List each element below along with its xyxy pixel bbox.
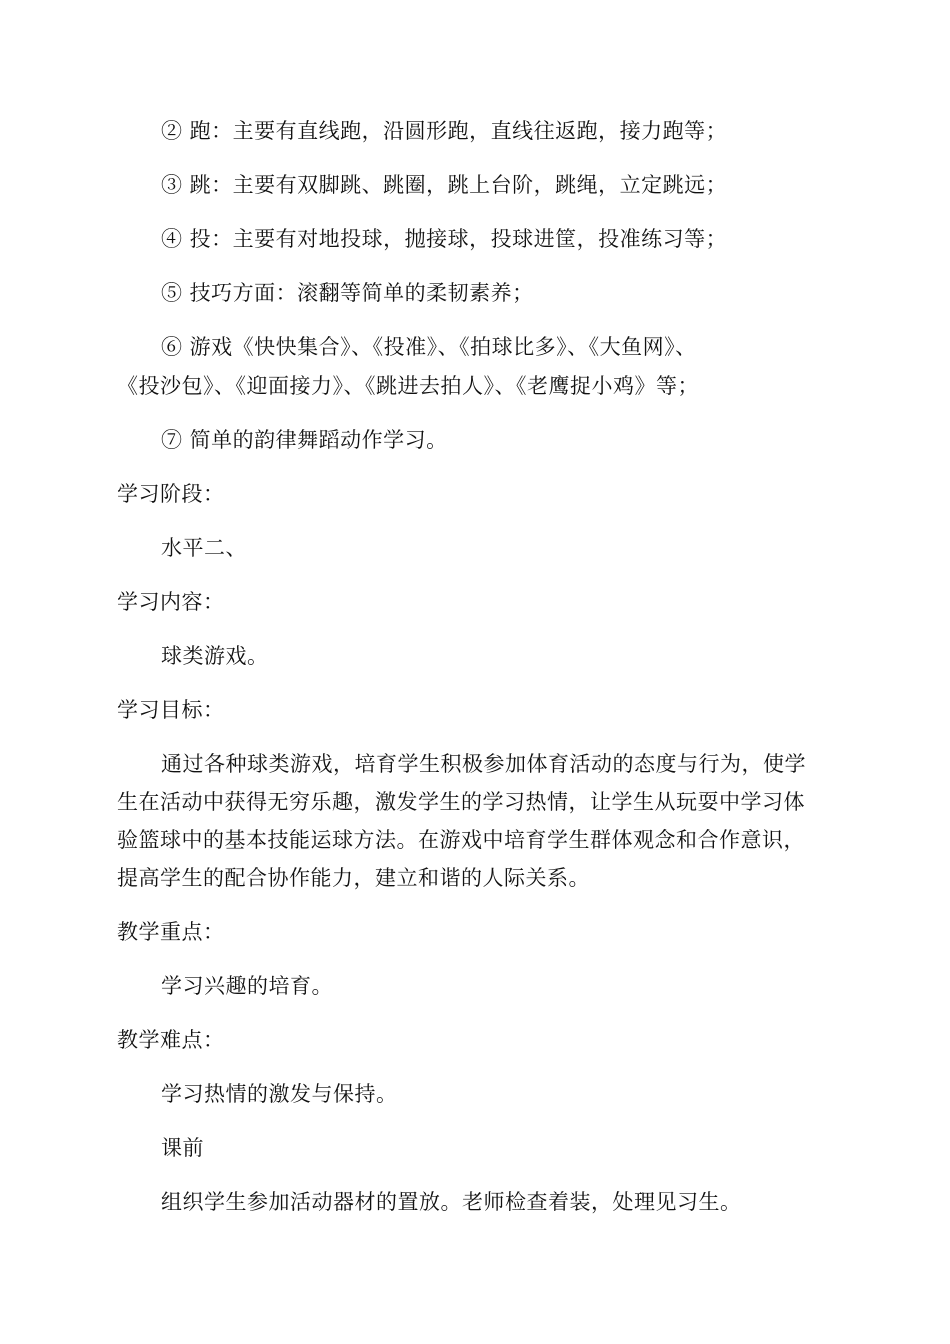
goal-text-line4: 提高学生的配合协作能力，建立和谐的人际关系。 xyxy=(117,866,590,890)
list-item-jump: ③ 跳：主要有双脚跳、跳圈，跳上台阶，跳绳，立定跳远； xyxy=(161,173,728,197)
list-item-games-continued: 《投沙包》、《迎面接力》、《跳进去拍人》、《老鹰捉小鸡》等； xyxy=(117,374,699,398)
goal-text-line2: 生在活动中获得无穷乐趣，激发学生的学习热情，让学生从玩耍中学习体 xyxy=(117,790,805,814)
difficulty-value: 学习热情的激发与保持。 xyxy=(161,1082,398,1106)
stage-heading: 学习阶段： xyxy=(117,482,225,506)
prelesson-text: 组织学生参加活动器材的置放。老师检查着装，处理见习生。 xyxy=(161,1190,742,1214)
difficulty-heading: 教学难点： xyxy=(117,1028,225,1052)
list-item-dance: ⑦ 简单的韵律舞蹈动作学习。 xyxy=(161,428,448,452)
focus-value: 学习兴趣的培育。 xyxy=(161,974,333,998)
list-item-skills: ⑤ 技巧方面：滚翻等简单的柔韧素养； xyxy=(161,281,534,305)
list-item-run: ② 跑：主要有直线跑，沿圆形跑，直线往返跑，接力跑等； xyxy=(161,119,728,143)
list-item-games: ⑥ 游戏《快快集合》、《投准》、《拍球比多》、《大鱼网》、 xyxy=(161,335,697,359)
list-item-throw: ④ 投：主要有对地投球，抛接球，投球进筐，投准练习等； xyxy=(161,227,728,251)
goal-text-line3: 验篮球中的基本技能运球方法。在游戏中培育学生群体观念和合作意识， xyxy=(117,828,805,852)
goal-text-line1: 通过各种球类游戏，培育学生积极参加体育活动的态度与行为，使学 xyxy=(161,752,806,776)
focus-heading: 教学重点： xyxy=(117,920,225,944)
goal-heading: 学习目标： xyxy=(117,698,225,722)
content-heading: 学习内容： xyxy=(117,590,225,614)
content-value: 球类游戏。 xyxy=(161,644,269,668)
prelesson-heading: 课前 xyxy=(161,1136,204,1160)
stage-value: 水平二、 xyxy=(161,536,247,560)
